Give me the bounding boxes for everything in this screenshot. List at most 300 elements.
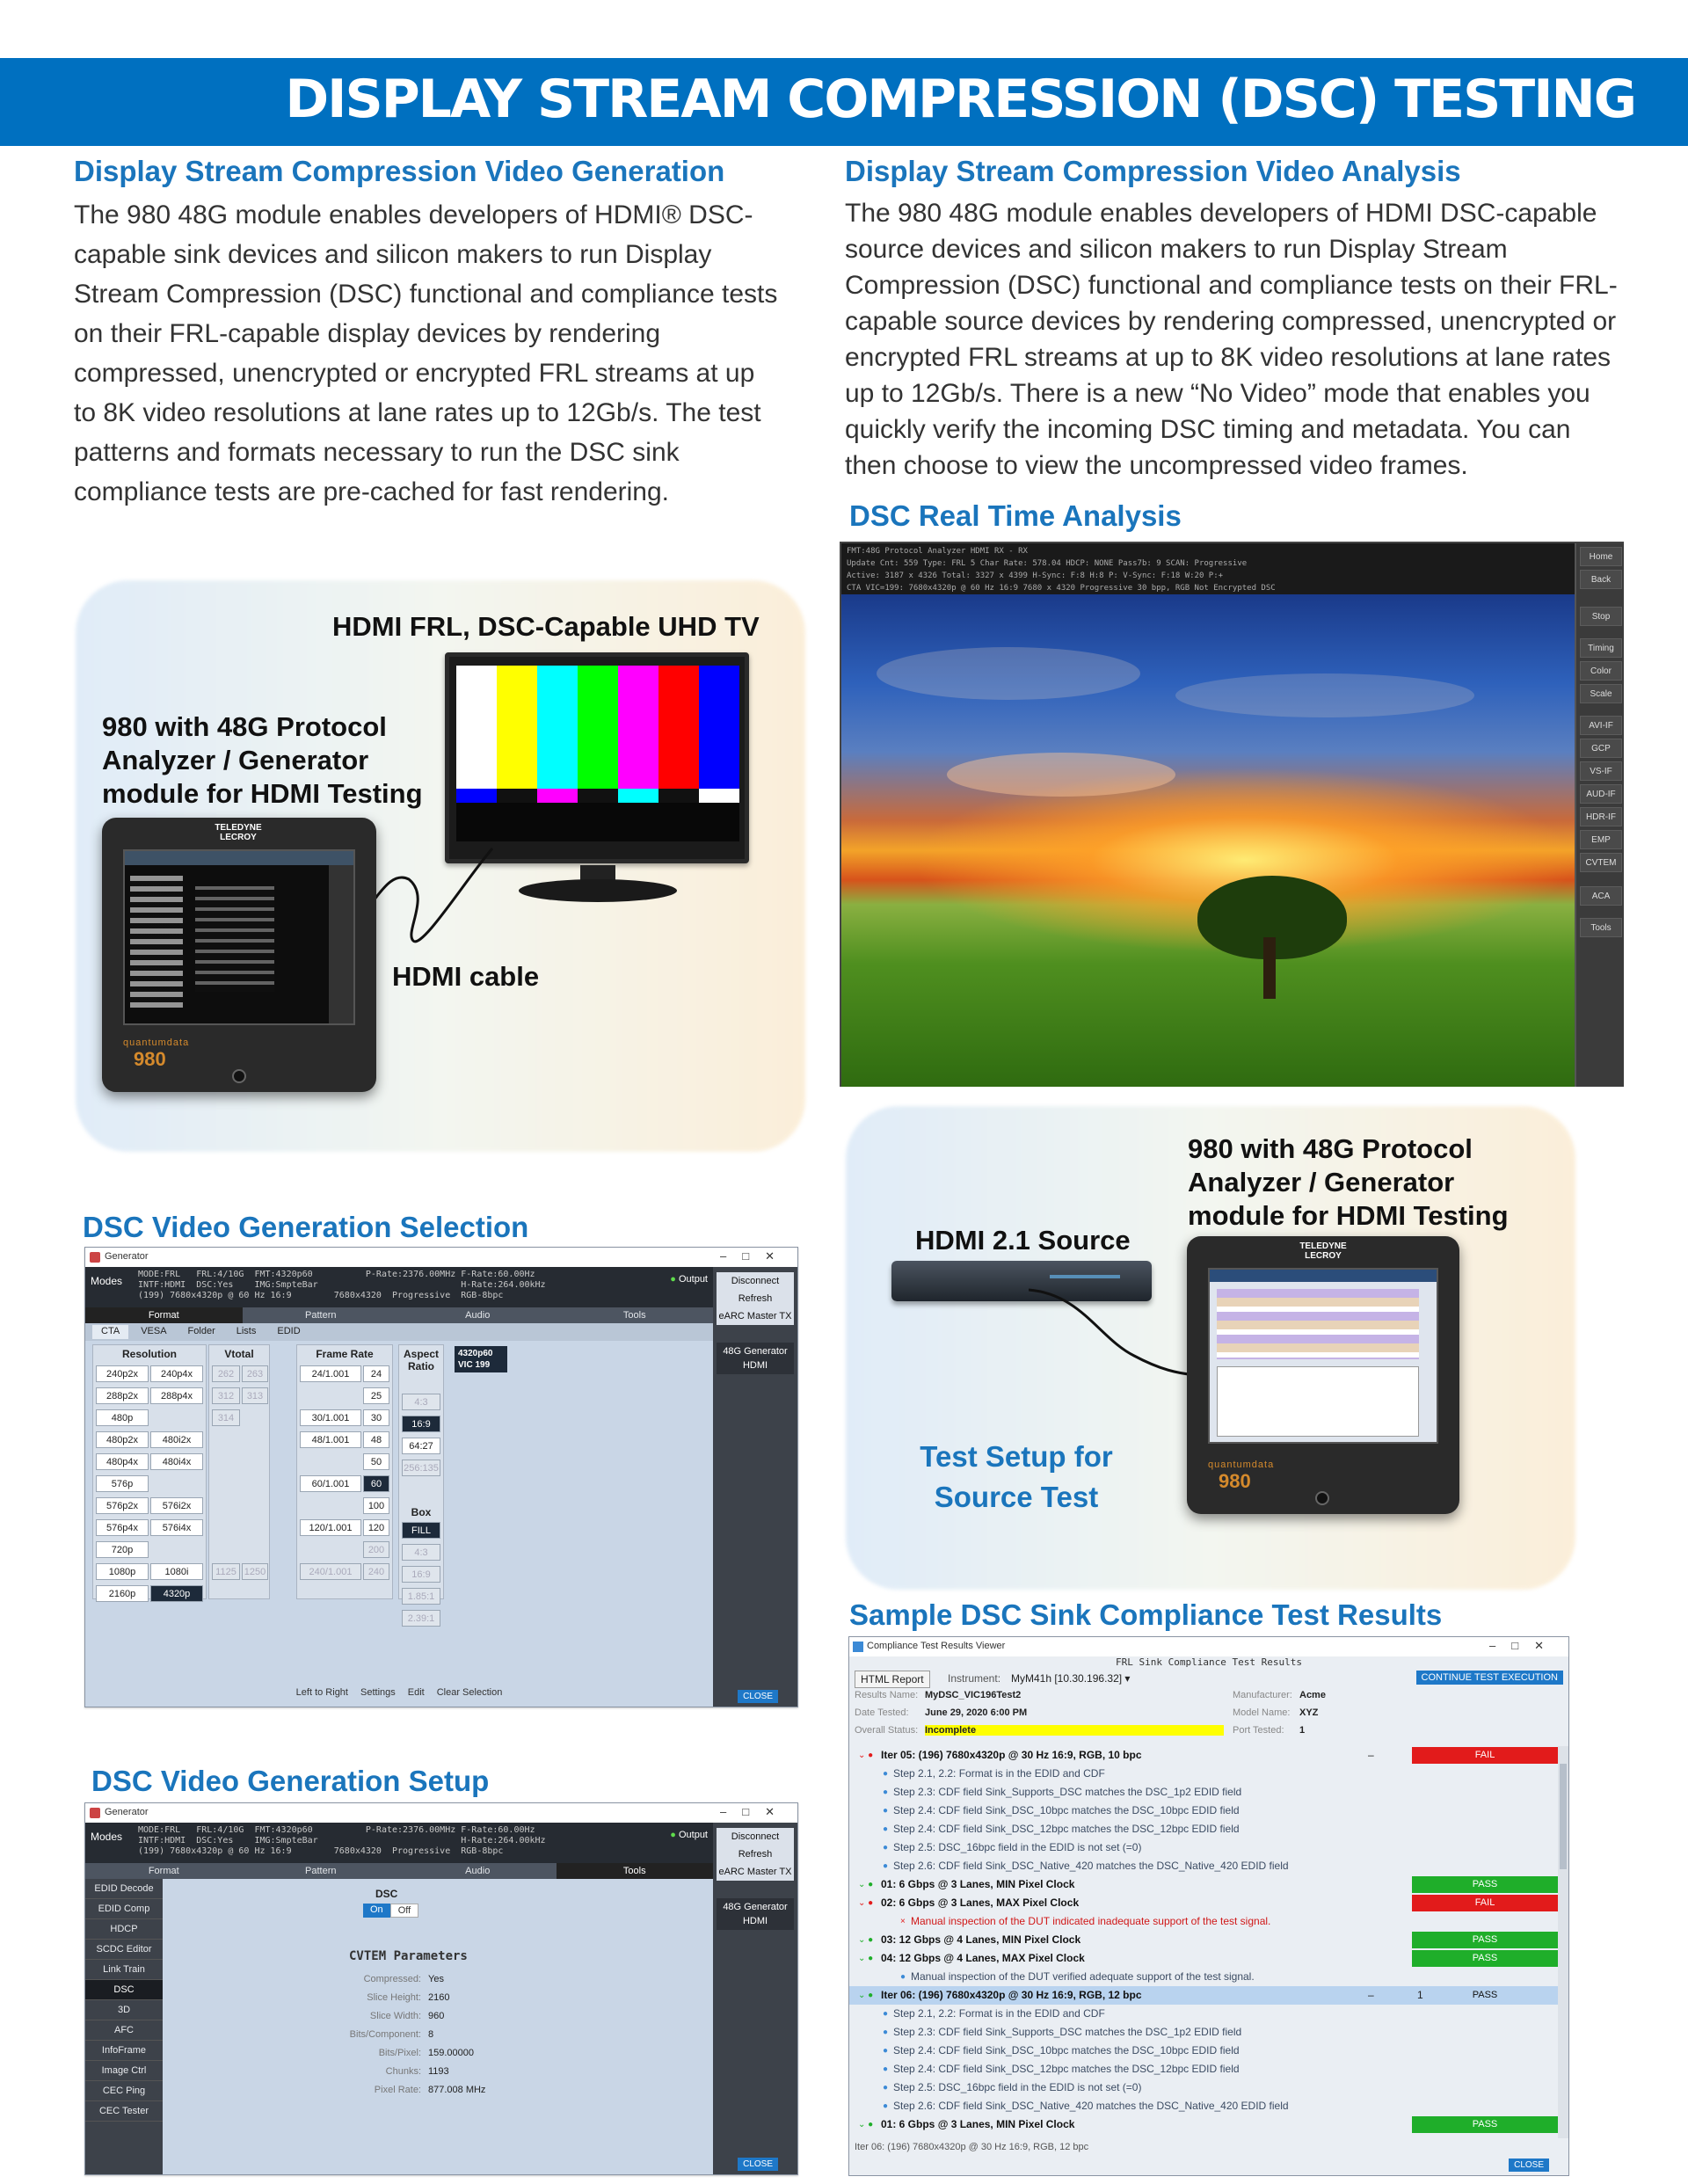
- rta-button-avi-if[interactable]: AVI-IF: [1580, 716, 1622, 735]
- result-text: Step 2.6: CDF field Sink_DSC_Native_420 matches the DSC_Native_420 EDID field: [893, 1860, 1289, 1872]
- result-text: Step 2.5: DSC_16bpc field in the EDID is not set (=0): [893, 1841, 1142, 1853]
- pass-badge: PASS: [1412, 2116, 1558, 2133]
- power-knob-2: [1315, 1491, 1329, 1505]
- status-line: (199) 7680x4320p @ 60 Hz 16:9 7680x4320 Progressive RGB-8bpc: [138, 1291, 504, 1300]
- subtab-folder[interactable]: Folder: [187, 1326, 215, 1336]
- vic-badge-line: 4320p60: [458, 1349, 493, 1358]
- meta-label: Port Tested:: [1233, 1725, 1284, 1736]
- box-option[interactable]: 4:3: [402, 1544, 440, 1561]
- paragraph-line: encrypted FRL streams at up to 8K video resolutions at lane rates: [845, 343, 1612, 372]
- cvtem-param-name: Compressed:: [363, 1974, 421, 1984]
- cvtem-param-name: Chunks:: [385, 2066, 421, 2077]
- device-label-line: module for HDMI Testing: [1188, 1200, 1509, 1231]
- left-paragraph: [74, 195, 812, 512]
- result-col: –: [1368, 1989, 1374, 2001]
- paragraph-line: Stream Compression (DSC) functional and compliance tests: [74, 280, 778, 309]
- frame-rate-option[interactable]: 60: [363, 1475, 389, 1492]
- caption-line: Test Setup for: [920, 1440, 1113, 1473]
- result-row[interactable]: [849, 1894, 1560, 1912]
- meta-value: Acme: [1299, 1690, 1326, 1700]
- frame-rate-option[interactable]: 30/1.001: [300, 1409, 361, 1426]
- resolution-option[interactable]: 576p: [96, 1475, 149, 1492]
- paragraph-line: Compression (DSC) functional and compliance tests on their FRL-: [845, 271, 1618, 300]
- device-brand-small-2: quantumdata: [1208, 1460, 1275, 1470]
- tools-menu-item[interactable]: EDID Comp: [85, 1899, 163, 1919]
- result-text: Step 2.3: CDF field Sink_Supports_DSC matches the DSC_1p2 EDID field: [893, 1786, 1242, 1798]
- result-text: Step 2.1, 2.2: Format is in the EDID and CDF: [893, 2007, 1105, 2020]
- resolution-option[interactable]: 576i4x: [150, 1519, 203, 1536]
- resolution-option[interactable]: 240p4x: [150, 1365, 203, 1382]
- result-row[interactable]: [849, 1857, 1560, 1875]
- meta-value: Incomplete: [925, 1725, 1224, 1736]
- pass-status-icon: ⌄ ●: [858, 2120, 874, 2129]
- cvtem-param-name: Slice Width:: [369, 2011, 421, 2021]
- status-line: (199) 7680x4320p @ 60 Hz 16:9 7680x4320 Progressive RGB-8bpc: [138, 1846, 504, 1856]
- step-bullet-icon: ●: [883, 2064, 889, 2074]
- cvtem-param-value: 877.008 MHz: [428, 2085, 486, 2095]
- right-panel-button[interactable]: eARC Master TX: [717, 1863, 794, 1881]
- compliance-results-viewer: [848, 1636, 1569, 2176]
- tab-tools[interactable]: Tools: [622, 1310, 646, 1321]
- pass-badge: PASS: [1412, 1950, 1558, 1967]
- step-bullet-icon: ●: [883, 2009, 889, 2019]
- format-selection-grid: [85, 1341, 713, 1680]
- teledyne-lecroy-logo: TELEDYNE LECROY: [215, 823, 262, 842]
- right-panel-button[interactable]: eARC Master TX: [717, 1307, 794, 1325]
- frame-rate-option[interactable]: 24/1.001: [300, 1365, 361, 1382]
- tools-menu-item[interactable]: Image Ctrl: [85, 2061, 163, 2081]
- right-panel-button[interactable]: Disconnect: [717, 1828, 794, 1845]
- box-option[interactable]: 1.85:1: [402, 1588, 440, 1605]
- result-text: Manual inspection of the DUT verified adequate support of the test signal.: [911, 1970, 1255, 1983]
- result-text: 04: 12 Gbps @ 4 Lanes, MAX Pixel Clock: [881, 1952, 1085, 1964]
- result-text: Step 2.4: CDF field Sink_DSC_10bpc matches the DSC_10bpc EDID field: [893, 1804, 1240, 1816]
- result-row[interactable]: [849, 1912, 1560, 1931]
- resolution-option[interactable]: 2160p: [96, 1585, 149, 1602]
- html-report-button[interactable]: HTML Report: [855, 1671, 930, 1688]
- subtab-vesa[interactable]: VESA: [141, 1326, 167, 1336]
- sunset-landscape-image: [841, 594, 1575, 1087]
- tools-menu-item[interactable]: EDID Decode: [85, 1879, 163, 1899]
- rta-header-line: CTA VIC=199: 7680x4320p @ 60 Hz 16:9 7680 x 4320 Progressive 30 bpp, RGB Not Encrypted DSC: [847, 584, 1276, 593]
- instrument-select[interactable]: MyM41h [10.30.196.32] ▾: [1011, 1672, 1131, 1685]
- paragraph-line: then choose to view the uncompressed video frames.: [845, 451, 1468, 480]
- rta-button-gcp[interactable]: GCP: [1580, 739, 1622, 758]
- pass-status-icon: ⌄ ●: [858, 1954, 874, 1963]
- pass-status-icon: ⌄ ●: [858, 1880, 874, 1889]
- cvtem-param-row: [252, 2044, 622, 2063]
- paragraph-line: capable sink devices and silicon makers to run Display: [74, 240, 712, 269]
- output-indicator[interactable]: ● Output: [670, 1274, 708, 1285]
- frame-rate-option[interactable]: 100: [363, 1497, 389, 1514]
- rta-button-scale[interactable]: Scale: [1580, 684, 1622, 703]
- hdmi-cable: [369, 844, 510, 976]
- vtotal-option[interactable]: 262: [212, 1365, 240, 1382]
- result-row[interactable]: [849, 1802, 1560, 1820]
- rta-button-home[interactable]: Home: [1580, 547, 1622, 566]
- tab-tools[interactable]: Tools: [557, 1863, 714, 1879]
- status-line: INTF:HDMI DSC:Yes IMG:SmpteBar H-Rate:264.00kHz: [138, 1280, 546, 1290]
- realtime-analysis-screenshot: [840, 542, 1624, 1087]
- dsc-on-button[interactable]: On: [363, 1904, 390, 1918]
- tools-menu-item[interactable]: 3D: [85, 2000, 163, 2020]
- selection-footer: [85, 1687, 713, 1698]
- source-hdmi-cable: [1029, 1285, 1196, 1391]
- result-row[interactable]: [849, 1875, 1560, 1894]
- generator-right-panel-2: [713, 1823, 797, 2174]
- tools-menu-item[interactable]: SCDC Editor: [85, 1940, 163, 1960]
- frame-rate-option[interactable]: 240/1.001: [300, 1563, 361, 1580]
- rta-heading: DSC Real Time Analysis: [849, 499, 1182, 532]
- modes-label-2[interactable]: Modes: [91, 1831, 123, 1843]
- cvtem-param-value: 960: [428, 2011, 445, 2021]
- vtotal-option[interactable]: 314: [212, 1409, 240, 1426]
- aspect-option[interactable]: 4:3: [402, 1394, 440, 1410]
- column-header: Frame Rate: [316, 1348, 374, 1360]
- subtab-lists[interactable]: Lists: [236, 1326, 257, 1336]
- caption-line: Source Test: [934, 1481, 1099, 1513]
- device-screen-2: [1208, 1268, 1438, 1444]
- meta-label: Model Name:: [1233, 1707, 1291, 1718]
- left-heading: Display Stream Compression Video Generation: [74, 155, 725, 187]
- result-row[interactable]: [849, 1931, 1560, 1949]
- rta-button-timing[interactable]: Timing: [1580, 638, 1622, 658]
- right-panel-button[interactable]: 48G Generator HDMI: [717, 1898, 794, 1930]
- vic-badge: [455, 1346, 507, 1372]
- modes-label[interactable]: Modes: [91, 1275, 123, 1287]
- frame-rate-option[interactable]: 240: [363, 1563, 389, 1580]
- generator-right-panel: [713, 1267, 797, 1707]
- dsc-toggle[interactable]: [363, 1904, 418, 1918]
- pass-badge: PASS: [1412, 1876, 1558, 1893]
- device-label: [102, 710, 423, 811]
- tv-stand-base: [519, 879, 677, 902]
- result-row[interactable]: [849, 2042, 1560, 2060]
- rta-header-line: Update Cnt: 559 Type: FRL 5 Char Rate: 578.04 HDCP: NONE Pass7b: 9 SCAN: Progressive: [847, 559, 1248, 568]
- close-button[interactable]: CLOSE: [738, 1690, 778, 1703]
- tv-label: HDMI FRL, DSC-Capable UHD TV: [332, 611, 760, 642]
- window-controls[interactable]: –□✕: [720, 1249, 790, 1263]
- resolution-option[interactable]: 480i4x: [150, 1453, 203, 1470]
- footer-action[interactable]: Left to Right: [295, 1687, 348, 1698]
- subtab-edid[interactable]: EDID: [277, 1326, 301, 1336]
- frame-rate-option[interactable]: 60/1.001: [300, 1475, 361, 1492]
- paragraph-line: capable source devices by rendering compressed, unencrypted or: [845, 307, 1617, 336]
- paragraph-line: patterns and formats necessary to run the DSC sink: [74, 438, 680, 467]
- rta-button-back[interactable]: Back: [1580, 570, 1622, 589]
- device-brand: 980: [134, 1048, 166, 1070]
- resolution-option[interactable]: 576p2x: [96, 1497, 149, 1514]
- analyzer-device-980: [102, 818, 376, 1092]
- dsc-toggle-label: DSC: [375, 1888, 398, 1900]
- cvtem-param-row: [252, 2007, 622, 2026]
- box-label: Box: [411, 1506, 432, 1518]
- result-text: Step 2.1, 2.2: Format is in the EDID and CDF: [893, 1767, 1105, 1780]
- device-label-line: 980 with 48G Protocol: [1188, 1133, 1473, 1164]
- right-panel-button[interactable]: Refresh: [717, 1845, 794, 1863]
- meta-label: Results Name:: [855, 1690, 919, 1700]
- right-panel-button[interactable]: 48G Generator HDMI: [717, 1343, 794, 1374]
- rta-button-emp[interactable]: EMP: [1580, 830, 1622, 849]
- result-row[interactable]: [849, 2023, 1560, 2042]
- result-text: 03: 12 Gbps @ 4 Lanes, MIN Pixel Clock: [881, 1933, 1081, 1946]
- step-bullet-icon: ●: [883, 1843, 889, 1853]
- resolution-option[interactable]: 288p2x: [96, 1387, 149, 1404]
- results-metadata: [849, 1690, 1568, 1743]
- result-row[interactable]: [849, 1765, 1560, 1783]
- cvtem-params-list: [252, 1970, 622, 2100]
- format-subtabs: [85, 1323, 713, 1341]
- result-row[interactable]: [849, 2097, 1560, 2115]
- paragraph-line: compressed, unencrypted or encrypted FRL streams at up: [74, 359, 755, 388]
- meta-value: MyDSC_VIC196Test2: [925, 1690, 1022, 1700]
- result-row[interactable]: [849, 2078, 1560, 2097]
- cvtem-param-value: 2160: [428, 1992, 450, 2003]
- tools-menu-item[interactable]: AFC: [85, 2020, 163, 2041]
- cvtem-param-row: [252, 1989, 622, 2007]
- tools-menu-item[interactable]: CEC Tester: [85, 2101, 163, 2122]
- results-title-bar: Compliance Test Results Viewer –□✕: [849, 1637, 1568, 1656]
- rta-button-hdr-if[interactable]: HDR-IF: [1580, 807, 1622, 826]
- device-screen: [123, 849, 355, 1025]
- cable-label: HDMI cable: [392, 961, 540, 992]
- resolution-option[interactable]: 480p2x: [96, 1431, 149, 1448]
- cvtem-param-row: [252, 2063, 622, 2081]
- instrument-label: Instrument:: [948, 1672, 1001, 1685]
- paragraph-line: up to 12Gb/s. There is a new “No Video” mode that enables you: [845, 379, 1590, 408]
- dsc-off-button[interactable]: Off: [390, 1904, 418, 1918]
- vtotal-option[interactable]: 263: [242, 1365, 268, 1382]
- tools-menu-item[interactable]: CEC Ping: [85, 2081, 163, 2101]
- step-bullet-icon: ●: [883, 2046, 889, 2056]
- tools-menu-item[interactable]: DSC: [85, 1980, 163, 2000]
- tab-audio[interactable]: Audio: [465, 1310, 491, 1321]
- title-banner: [0, 58, 1688, 146]
- result-text: Manual inspection of the DUT indicated inadequate support of the test signal.: [911, 1915, 1271, 1927]
- aspect-option[interactable]: 16:9: [402, 1416, 440, 1432]
- result-row[interactable]: [849, 2005, 1560, 2023]
- resolution-option[interactable]: 576i2x: [150, 1497, 203, 1514]
- rta-button-cvtem[interactable]: CVTEM: [1580, 853, 1622, 872]
- device-label-line: module for HDMI Testing: [102, 778, 423, 809]
- tools-menu-item[interactable]: HDCP: [85, 1919, 163, 1940]
- step-bullet-icon: ●: [883, 2083, 889, 2093]
- paragraph-line: source devices and silicon makers to run Display Stream: [845, 235, 1508, 264]
- meta-label: Date Tested:: [855, 1707, 909, 1718]
- result-row[interactable]: [849, 1783, 1560, 1802]
- frame-rate-option[interactable]: 24: [363, 1365, 389, 1382]
- box-option[interactable]: 16:9: [402, 1566, 440, 1583]
- resolution-option[interactable]: 240p2x: [96, 1365, 149, 1382]
- source-device-label: [1188, 1132, 1509, 1233]
- rta-button-aca[interactable]: ACA: [1580, 886, 1622, 906]
- step-bullet-icon: ●: [900, 1972, 906, 1982]
- frame-rate-option[interactable]: 50: [363, 1453, 389, 1470]
- frame-rate-option[interactable]: 120/1.001: [300, 1519, 361, 1536]
- frame-rate-option[interactable]: 25: [363, 1387, 389, 1404]
- window-controls-2[interactable]: –□✕: [720, 1805, 790, 1818]
- window-title-bar: Generator –□✕: [85, 1248, 797, 1267]
- analyzer-device-980-source: [1187, 1236, 1459, 1514]
- rta-status-header: [841, 543, 1575, 594]
- generator-app-icon: [90, 1252, 100, 1263]
- resolution-option[interactable]: 480p4x: [96, 1453, 149, 1470]
- result-text: Step 2.5: DSC_16bpc field in the EDID is not set (=0): [893, 2081, 1142, 2093]
- step-bullet-icon: ●: [883, 1824, 889, 1834]
- frame-rate-option[interactable]: 30: [363, 1409, 389, 1426]
- continue-test-button[interactable]: CONTINUE TEST EXECUTION: [1416, 1671, 1563, 1685]
- paragraph-line: quickly verify the incoming DSC timing and metadata. You can: [845, 415, 1571, 444]
- generator-tabs: [85, 1307, 713, 1323]
- cvtem-param-name: Bits/Pixel:: [378, 2048, 421, 2058]
- right-panel-button[interactable]: Disconnect: [717, 1272, 794, 1290]
- report-title: FRL Sink Compliance Test Results: [1116, 1656, 1302, 1668]
- tab-audio[interactable]: Audio: [465, 1866, 491, 1876]
- close-button-2[interactable]: CLOSE: [738, 2158, 778, 2171]
- frame-rate-option[interactable]: 48/1.001: [300, 1431, 361, 1448]
- result-col: 1: [1417, 1989, 1423, 2001]
- result-text: Step 2.3: CDF field Sink_Supports_DSC matches the DSC_1p2 EDID field: [893, 2026, 1242, 2038]
- vtotal-option[interactable]: 312: [212, 1387, 240, 1404]
- results-window-controls[interactable]: –□✕: [1489, 1639, 1560, 1652]
- aspect-option[interactable]: 256:135: [402, 1460, 440, 1476]
- footer-action[interactable]: Edit: [407, 1687, 425, 1698]
- vic-badge-line: VIC 199: [458, 1360, 491, 1370]
- tab-format[interactable]: Format: [148, 1866, 179, 1876]
- step-bullet-icon: ●: [883, 2027, 889, 2037]
- result-row[interactable]: [849, 2060, 1560, 2078]
- result-row[interactable]: [849, 1968, 1560, 1986]
- vtotal-option[interactable]: 1250: [242, 1563, 268, 1580]
- meta-value: June 29, 2020 6:00 PM: [925, 1707, 1028, 1718]
- rta-button-aud-if[interactable]: AUD-IF: [1580, 784, 1622, 804]
- cvtem-param-name: Bits/Component:: [349, 2029, 421, 2040]
- resolution-option[interactable]: 720p: [96, 1541, 149, 1558]
- paragraph-line: on their FRL-capable display devices by rendering: [74, 319, 661, 348]
- fail-status-icon: ⌄ ●: [858, 1751, 874, 1760]
- result-text: Iter 06: (196) 7680x4320p @ 30 Hz 16:9, RGB, 12 bpc: [881, 1989, 1142, 2001]
- results-scrollbar[interactable]: [1558, 1746, 1568, 2138]
- step-bullet-icon: ●: [883, 1787, 889, 1797]
- result-row[interactable]: [849, 1838, 1560, 1857]
- rta-button-stop[interactable]: Stop: [1580, 607, 1622, 626]
- color-bars-test-pattern: [456, 666, 739, 841]
- device-label-line: 980 with 48G Protocol: [102, 711, 387, 742]
- vtotal-option[interactable]: 1125: [212, 1563, 240, 1580]
- rta-side-toolbar: [1575, 543, 1624, 1087]
- cvtem-param-row: [252, 1970, 622, 1989]
- tab-format[interactable]: Format: [85, 1307, 243, 1323]
- frame-rate-option[interactable]: 48: [363, 1431, 389, 1448]
- footer-action[interactable]: Settings: [360, 1687, 396, 1698]
- step-bullet-icon: ●: [883, 2101, 889, 2111]
- rta-button-tools[interactable]: Tools: [1580, 918, 1622, 937]
- result-row[interactable]: [849, 1820, 1560, 1838]
- tools-menu-item[interactable]: InfoFrame: [85, 2041, 163, 2061]
- generator-window-format: [84, 1247, 798, 1707]
- resolution-option[interactable]: 480i2x: [150, 1431, 203, 1448]
- resolution-option[interactable]: 576p4x: [96, 1519, 149, 1536]
- power-knob: [232, 1069, 246, 1083]
- result-row[interactable]: [849, 1986, 1560, 2005]
- step-bullet-icon: ●: [883, 1861, 889, 1871]
- resolution-option[interactable]: 4320p: [150, 1585, 203, 1602]
- rta-button-color[interactable]: Color: [1580, 661, 1622, 681]
- results-heading: Sample DSC Sink Compliance Test Results: [849, 1598, 1443, 1631]
- cvtem-param-value: 1193: [428, 2066, 449, 2077]
- tab-pattern[interactable]: Pattern: [305, 1310, 337, 1321]
- cvtem-params-title: CVTEM Parameters: [349, 1949, 468, 1963]
- window-title-bar-2: Generator –□✕: [85, 1803, 797, 1823]
- rta-header-line: FMT:48G Protocol Analyzer HDMI RX - RX: [847, 547, 1028, 556]
- paragraph-line: to 8K video resolutions at lane rates up to 12Gb/s. The test: [74, 398, 761, 427]
- fail-badge: FAIL: [1412, 1747, 1558, 1764]
- resolution-option[interactable]: 288p4x: [150, 1387, 203, 1404]
- box-option[interactable]: 2.39:1: [402, 1610, 440, 1627]
- result-row[interactable]: [849, 1746, 1560, 1765]
- output-indicator-2[interactable]: ● Output: [670, 1830, 708, 1840]
- pass-badge: PASS: [1472, 1990, 1498, 2000]
- page-title: DISPLAY STREAM COMPRESSION (DSC) TESTING: [285, 69, 1635, 130]
- close-button-3[interactable]: CLOSE: [1509, 2159, 1549, 2172]
- source-test-caption: [884, 1437, 1148, 1518]
- resolution-option[interactable]: 480p: [96, 1409, 149, 1426]
- tools-menu-item[interactable]: Link Train: [85, 1960, 163, 1980]
- paragraph-line: The 980 48G module enables developers of HDMI® DSC-: [74, 200, 753, 229]
- result-text: Step 2.6: CDF field Sink_DSC_Native_420 matches the DSC_Native_420 EDID field: [893, 2100, 1289, 2112]
- result-row[interactable]: [849, 2115, 1560, 2134]
- subtab-cta[interactable]: CTA: [92, 1325, 128, 1339]
- results-app-icon: [853, 1642, 863, 1652]
- rta-button-vs-if[interactable]: VS-IF: [1580, 761, 1622, 781]
- gen-setup-heading: DSC Video Generation Setup: [91, 1765, 490, 1797]
- column-header: Aspect Ratio: [403, 1348, 439, 1372]
- tab-pattern[interactable]: Pattern: [305, 1866, 337, 1876]
- frame-rate-option[interactable]: 200: [363, 1541, 389, 1558]
- right-heading: Display Stream Compression Video Analysis: [845, 155, 1461, 187]
- gen-select-heading: DSC Video Generation Selection: [83, 1211, 529, 1243]
- rta-header-line: Active: 3187 x 4326 Total: 3327 x 4399 H-Sync: F:8 H:8 P: V-Sync: F:18 W:20 P:+: [847, 571, 1224, 580]
- resolution-option[interactable]: 1080i: [150, 1563, 203, 1580]
- device-brand-small: quantumdata: [123, 1037, 190, 1048]
- device-label-line: Analyzer / Generator: [102, 745, 369, 775]
- pass-status-icon: ⌄ ●: [858, 1991, 874, 2000]
- aspect-option[interactable]: 64:27: [402, 1438, 440, 1454]
- result-text: Iter 05: (196) 7680x4320p @ 30 Hz 16:9, RGB, 10 bpc: [881, 1749, 1142, 1761]
- box-option[interactable]: FILL: [402, 1522, 440, 1539]
- status-text-2: [138, 1825, 546, 1857]
- cvtem-param-name: Pixel Rate:: [374, 2085, 421, 2095]
- right-paragraph: [845, 195, 1636, 484]
- paragraph-line: compliance tests are pre-cached for fast rendering.: [74, 477, 670, 506]
- fail-badge: FAIL: [1412, 1895, 1558, 1911]
- result-col: –: [1368, 1749, 1374, 1761]
- step-bullet-icon: ●: [883, 1769, 889, 1779]
- cvtem-param-value: Yes: [428, 1974, 444, 1984]
- step-bullet-icon: ●: [883, 1806, 889, 1816]
- resolution-option[interactable]: 1080p: [96, 1563, 149, 1580]
- meta-value: 1: [1299, 1725, 1306, 1736]
- teledyne-lecroy-logo-2: TELEDYNE LECROY: [1299, 1241, 1347, 1261]
- fail-mark-icon: ×: [900, 1917, 906, 1926]
- frame-rate-option[interactable]: 120: [363, 1519, 389, 1536]
- footer-action[interactable]: Clear Selection: [436, 1687, 503, 1698]
- result-text: 02: 6 Gbps @ 3 Lanes, MAX Pixel Clock: [881, 1896, 1080, 1909]
- column-header: Resolution: [122, 1348, 177, 1360]
- vtotal-option[interactable]: 313: [242, 1387, 268, 1404]
- right-panel-button[interactable]: Refresh: [717, 1290, 794, 1307]
- result-row[interactable]: [849, 1949, 1560, 1968]
